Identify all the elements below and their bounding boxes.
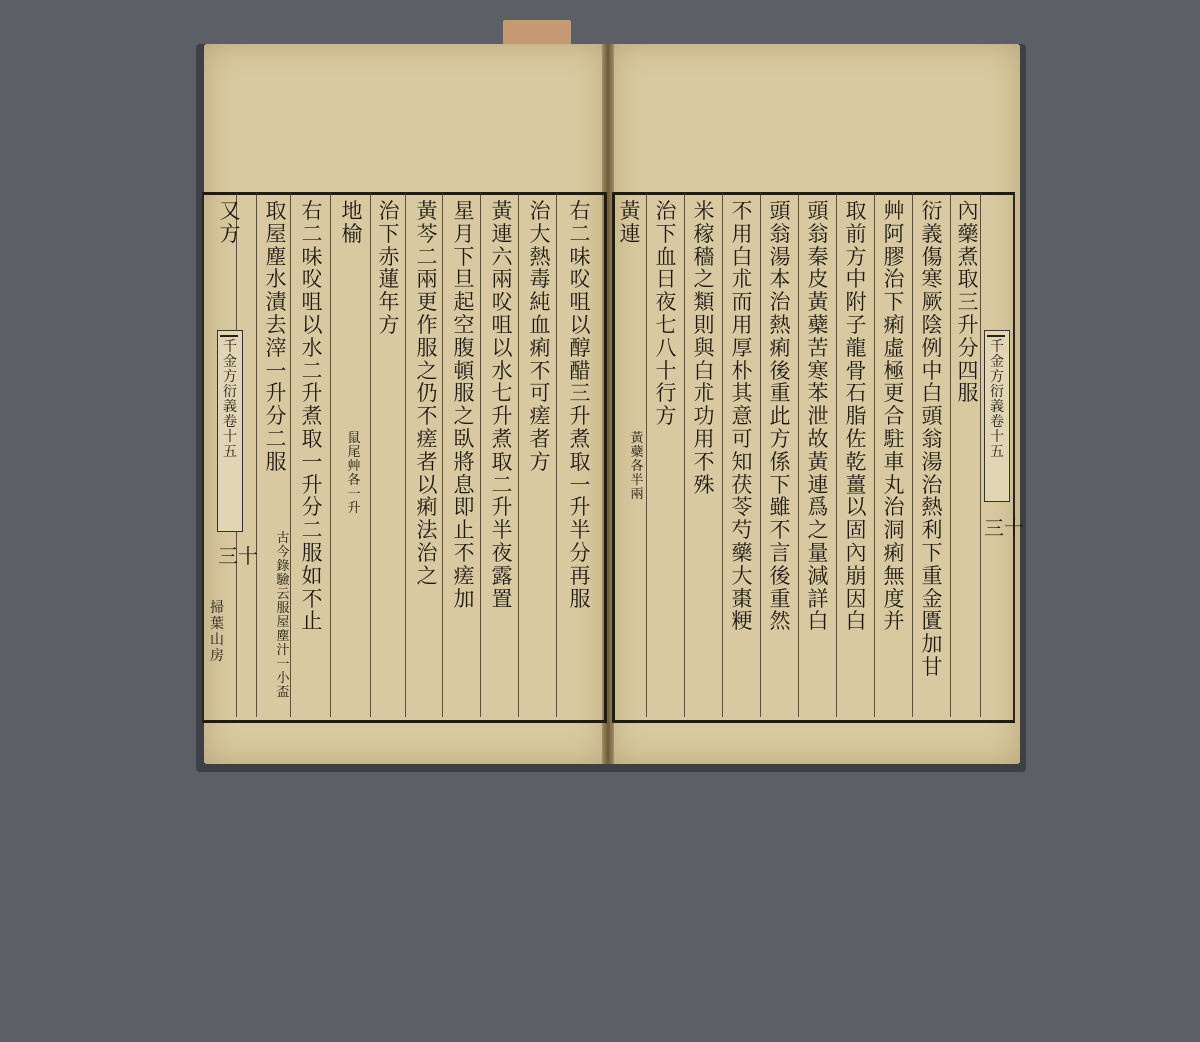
text-column: 黃 連 xyxy=(619,199,641,246)
column-rule xyxy=(912,192,913,717)
text-column-note: 鼠 尾 艸 各 一 升 xyxy=(347,431,361,516)
column-rule xyxy=(256,192,257,717)
text-column: 右 二 味 㕮 咀 以 水 二 升 煮 取 一 升 分 二 服 如 不 止 xyxy=(301,199,323,634)
column-rule xyxy=(684,192,685,717)
left-page-number: 三十 xyxy=(218,544,258,568)
text-column: 黃 連 六 兩 㕮 咀 以 水 七 升 煮 取 二 升 半 夜 露 置 xyxy=(491,199,513,611)
column-rule xyxy=(722,192,723,717)
column-rule xyxy=(874,192,875,717)
text-column: 黃 芩 二 兩 更 作 服 之 仍 不 瘥 者 以 痢 法 治 之 xyxy=(416,199,438,588)
text-column: 治 下 赤 蓮 年 方 xyxy=(378,199,400,337)
text-column: 治 下 血 日 夜 七 八 十 行 方 xyxy=(655,199,677,429)
text-column: 又 方 xyxy=(219,199,241,246)
column-rule xyxy=(836,192,837,717)
text-column-note: 古 今 錄 驗 云 服 屋 塵 汁 一 小 盃 xyxy=(276,531,290,700)
text-column: 治 大 熱 毒 純 血 痢 不 可 瘥 者 方 xyxy=(529,199,551,474)
text-column-note: 黃 蘗 各 半 兩 xyxy=(630,431,644,502)
text-column: 艸 阿 膠 治 下 痢 虛 極 更 合 駐 車 丸 治 洞 痢 無 度 并 xyxy=(883,199,905,634)
column-rule xyxy=(330,192,331,717)
text-column: 取 屋 塵 水 漬 去 滓 一 升 分 二 服 xyxy=(265,199,287,474)
column-rule xyxy=(798,192,799,717)
left-banxin-title: 千 金 方 衍 義 卷 十 五 xyxy=(223,339,237,460)
column-rule xyxy=(760,192,761,717)
text-column: 衍 義 傷 寒 厥 陰 例 中 白 頭 翁 湯 治 熱 利 下 重 金 匱 加 甘 xyxy=(921,199,943,679)
right-page-number: 三十 xyxy=(984,516,1024,540)
text-column: 頭 翁 秦 皮 黃 蘗 苦 寒 苯 泄 故 黃 連 爲 之 量 減 詳 白 xyxy=(807,199,829,634)
text-column: 星 月 下 旦 起 空 腹 頓 服 之 臥 將 息 即 止 不 瘥 加 xyxy=(453,199,475,611)
text-column: 不 用 白 朮 而 用 厚 朴 其 意 可 知 茯 苓 芍 藥 大 棗 粳 xyxy=(731,199,753,634)
publisher-mark: 掃 葉 山 房 xyxy=(210,600,224,664)
text-column: 取 前 方 中 附 子 龍 骨 石 脂 佐 乾 薑 以 固 內 崩 因 白 xyxy=(845,199,867,634)
right-banxin-title: 千 金 方 衍 義 卷 十 五 xyxy=(990,339,1004,460)
text-column: 地 榆 xyxy=(341,199,363,246)
text-column: 右 二 味 㕮 咀 以 醇 醋 三 升 煮 取 一 升 半 分 再 服 xyxy=(569,199,591,611)
text-column: 頭 翁 湯 本 治 熱 痢 後 重 此 方 係 下 雖 不 言 後 重 然 xyxy=(769,199,791,634)
text-column: 米 稼 穡 之 類 則 與 白 朮 功 用 不 殊 xyxy=(693,199,715,497)
text-column: 內 藥 煮 取 三 升 分 四 服 xyxy=(957,199,979,406)
